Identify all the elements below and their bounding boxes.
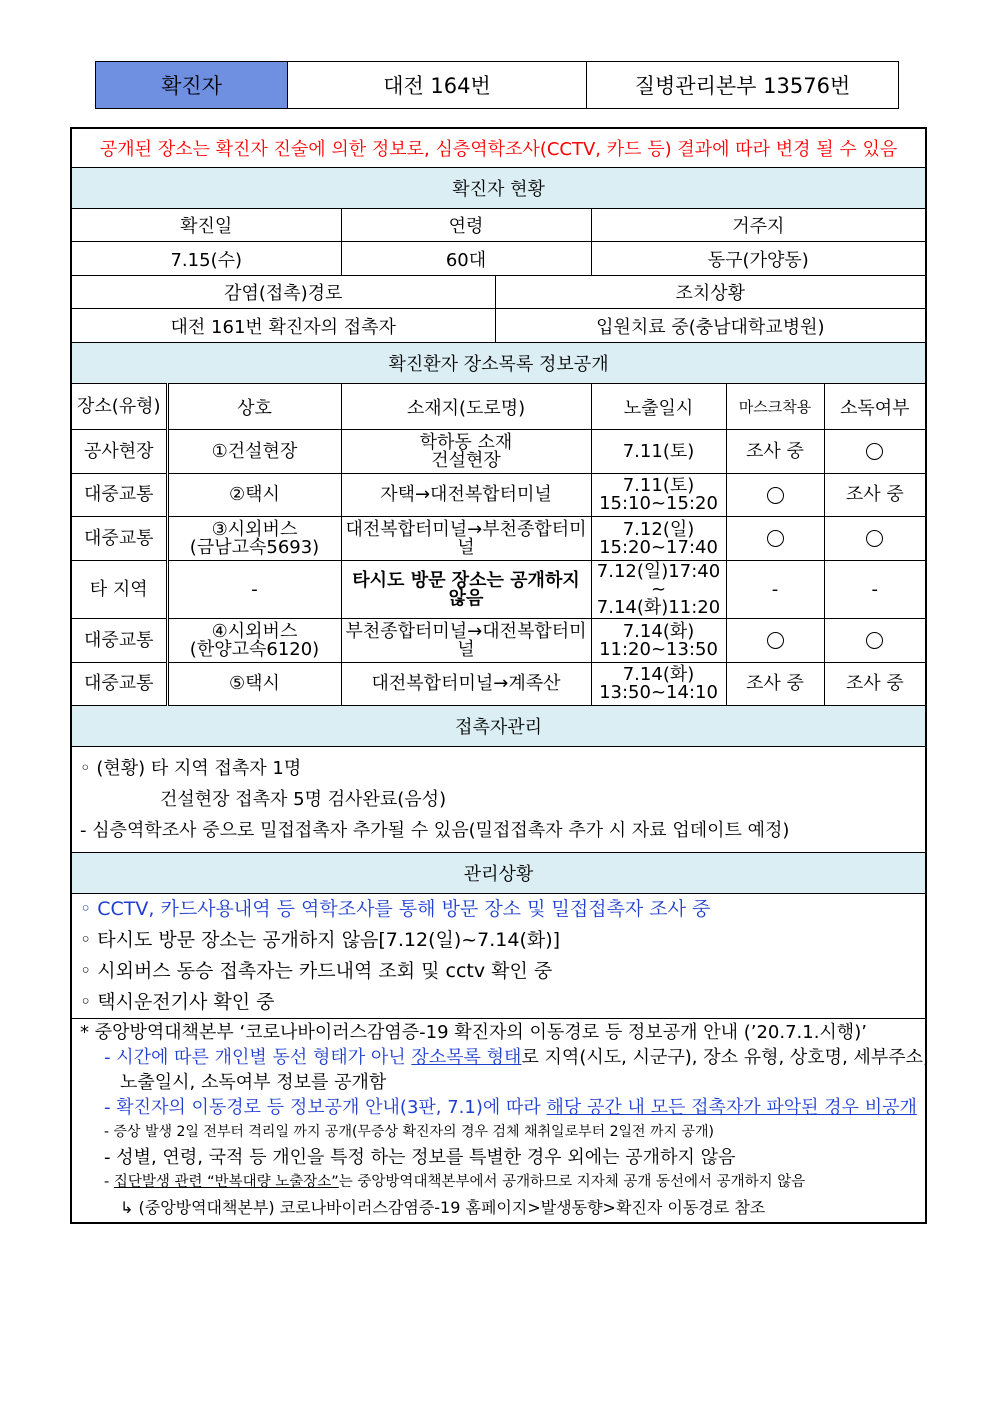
- place-row: [71, 474, 926, 517]
- places-section-title: 확진환자 장소목록 정보공개: [71, 343, 926, 384]
- notes-item-1-continued: 노출일시, 소독여부 정보를 공개함: [120, 1072, 387, 1093]
- mask-worn-circle-icon: [767, 487, 784, 504]
- place-name: [167, 430, 341, 474]
- exposure-time-1: 7.12(일): [622, 518, 695, 540]
- place-name-sub: (금남고속5693): [189, 536, 320, 558]
- case-header-table: [95, 61, 899, 109]
- disinfection-status: [824, 561, 926, 619]
- action-status-value: 입원치료 중(충남대학교병원): [495, 309, 926, 343]
- exposure-time: [591, 517, 726, 561]
- disinfection-status: [824, 619, 926, 663]
- exposure-time: [591, 430, 726, 474]
- place-name-text: ④시외버스: [211, 620, 298, 642]
- place-address-sub: 건설현장: [431, 449, 501, 471]
- notes-item-5-b: 집단발생 관련 “반복대량 노출장소”: [113, 1174, 339, 1190]
- notes-item-6: ↳ (중앙방역대책본부) 코로나바이러스감염증-19 홈페이지>발생동향>확진자 이동경로 참조: [120, 1198, 766, 1217]
- mask-status: [726, 663, 824, 706]
- management-section-title: 관리상황: [71, 853, 926, 894]
- disinfection-status-text: 조사 중: [845, 484, 904, 505]
- place-address-text: 학하동 소재: [419, 431, 513, 453]
- management-item-1: ◦ CCTV, 카드사용내역 등 역학조사를 통해 방문 장소 및 밀접접촉자 조사 중: [80, 898, 711, 920]
- place-address-text: 대전복합터미널→계족산: [371, 673, 561, 694]
- place-type: [71, 430, 167, 474]
- mask-status: [726, 561, 824, 619]
- management-item-2: ◦ 타시도 방문 장소는 공개하지 않음[7.12(일)~7.14(화)]: [80, 929, 561, 951]
- place-type: [71, 619, 167, 663]
- exposure-time-1: 7.14(화): [622, 620, 695, 642]
- place-address-text: 자택→대전복합터미널: [380, 484, 552, 505]
- place-address: [341, 474, 591, 517]
- residence-value: 동구(가양동): [591, 242, 926, 276]
- disclosure-notice: 공개된 장소는 확진자 진술에 의한 정보로, 심층역학조사(CCTV, 카드 등) 결과에 따라 변경 될 수 있음: [71, 128, 926, 168]
- exposure-time-1: 7.11(토): [622, 440, 695, 462]
- place-address: [341, 517, 591, 561]
- place-name-sub: (한양고속6120): [189, 638, 320, 660]
- management-item-3: ◦ 시외버스 동승 접촉자는 카드내역 조회 및 cctv 확인 중: [80, 960, 553, 982]
- place-address-text: 부천종합터미널→대전복합터미널: [345, 620, 587, 660]
- place-name: [167, 619, 341, 663]
- mask-status-text: 조사 중: [746, 673, 804, 694]
- contacts-body: [71, 747, 926, 853]
- confirm-date-value: 7.15(수): [71, 242, 341, 276]
- place-name: [167, 561, 341, 619]
- exposure-time-2: ~: [650, 578, 667, 600]
- notes-item-2: [80, 1095, 917, 1120]
- infection-route-label: 감염(접촉)경로: [71, 276, 495, 309]
- disinfected-circle-icon: [866, 632, 883, 649]
- place-address: [341, 430, 591, 474]
- confirm-date-label: 확진일: [71, 209, 341, 242]
- notes-item-1: [80, 1045, 929, 1070]
- notes-item-2-a: - 확진자의 이동경로 등 정보공개 안내(3판, 7.1)에 따라: [104, 1097, 547, 1118]
- place-type-text: 타 지역: [89, 578, 148, 600]
- status-section-title: 확진자 현황: [71, 168, 926, 209]
- notes-item-1-b: 장소목록 형태: [411, 1047, 522, 1068]
- notes-item-3: - 증상 발생 2일 전부터 격리일 까지 공개(무증상 확진자의 경우 검체 채취일로부터 2일전 까지 공개): [104, 1124, 715, 1140]
- place-row: [71, 619, 926, 663]
- infection-route-value: 대전 161번 확진자의 접촉자: [71, 309, 495, 343]
- disinfected-circle-icon: [866, 530, 883, 547]
- place-name-text: ⑤택시: [229, 673, 280, 694]
- contacts-line-3: - 심층역학조사 중으로 밀접접촉자 추가될 수 있음(밀접접촉자 추가 시 자료 업데이트 예정): [80, 820, 790, 841]
- place-name: [167, 663, 341, 706]
- place-row: [71, 430, 926, 474]
- mask-worn-circle-icon: [767, 632, 784, 649]
- place-type-text: 대중교통: [83, 673, 154, 694]
- col-header-address: 소재지(도로명): [341, 384, 591, 430]
- notes-item-1-c: 로 지역(시도, 시군구), 장소 유형, 상호명, 세부주소,: [521, 1047, 929, 1068]
- place-row: [71, 663, 926, 706]
- place-row: [71, 517, 926, 561]
- exposure-time-2: 13:50~14:10: [599, 682, 718, 703]
- exposure-time-1: 7.11(토): [622, 475, 695, 496]
- col-header-disinfection: 소독여부: [824, 384, 926, 430]
- place-type: [71, 561, 167, 619]
- notes-item-5-a: -: [104, 1174, 114, 1190]
- exposure-time: [591, 561, 726, 619]
- notes-item-2-b: 해당 공간 내 모든 접촉자가 파악된 경우 비공개: [546, 1097, 917, 1118]
- exposure-time-2: 15:20~17:40: [599, 536, 718, 558]
- exposure-time-3: 7.14(화)11:20: [596, 596, 721, 618]
- notes-item-5-c: 는 중앙방역대책본부에서 공개하므로 지자체 공개 동선에서 공개하지 않음: [338, 1174, 806, 1190]
- place-type-text: 공사현장: [83, 440, 154, 462]
- mask-status-text: -: [771, 578, 779, 600]
- exposure-time: [591, 474, 726, 517]
- place-address: [341, 619, 591, 663]
- case-detail-table: [70, 127, 927, 1224]
- mask-status: [726, 430, 824, 474]
- contacts-line-1: ◦ (현황) 타 지역 접촉자 1명: [80, 758, 302, 779]
- national-case-number: 질병관리본부 13576번: [587, 62, 899, 109]
- contacts-line-2: 건설현장 접촉자 5명 검사완료(음성): [160, 789, 447, 810]
- place-address-text: 타시도 방문 장소는 공개하지 않음: [352, 569, 580, 609]
- management-body: [71, 894, 926, 1019]
- disinfection-status-text: 조사 중: [845, 673, 904, 694]
- disinfection-status: [824, 517, 926, 561]
- mask-worn-circle-icon: [767, 530, 784, 547]
- notes-body: [71, 1019, 929, 1224]
- place-type: [71, 663, 167, 706]
- mask-status: [726, 474, 824, 517]
- notes-item-5: [80, 1170, 917, 1195]
- local-case-number: 대전 164번: [288, 62, 587, 109]
- management-item-4: ◦ 택시운전기사 확인 중: [80, 991, 275, 1013]
- place-address: [341, 561, 591, 619]
- place-type-text: 대중교통: [83, 629, 154, 651]
- place-name-text: ③시외버스: [211, 518, 298, 540]
- place-address: [341, 663, 591, 706]
- action-status-label: 조치상황: [495, 276, 926, 309]
- case-label: 확진자: [96, 62, 288, 109]
- place-type: [71, 474, 167, 517]
- exposure-time: [591, 619, 726, 663]
- notes-item-1-a: - 시간에 따른 개인별 동선 형태가 아닌: [104, 1047, 412, 1068]
- place-address-text: 대전복합터미널→부천종합터미널: [345, 518, 587, 558]
- exposure-time-2: 15:10~15:20: [599, 493, 718, 514]
- notes-item-4: - 성별, 연령, 국적 등 개인을 특정 하는 정보를 특별한 경우 외에는 공개하지 않음: [104, 1147, 736, 1168]
- disinfection-status: [824, 474, 926, 517]
- exposure-time: [591, 663, 726, 706]
- disinfection-status: [824, 430, 926, 474]
- place-name: [167, 517, 341, 561]
- age-label: 연령: [341, 209, 591, 242]
- exposure-time-1: 7.14(화): [622, 664, 695, 685]
- residence-label: 거주지: [591, 209, 926, 242]
- place-type-text: 대중교통: [83, 527, 154, 549]
- contacts-section-title: 접촉자관리: [71, 706, 926, 747]
- disinfection-status: [824, 663, 926, 706]
- place-name-text: ②택시: [229, 484, 280, 505]
- age-value: 60대: [341, 242, 591, 276]
- notes-head: * 중앙방역대책본부 ‘코로나바이러스감염증-19 확진자의 이동경로 등 정보공개 안내 (’20.7.1.시행)’: [80, 1022, 867, 1043]
- place-row: [71, 561, 926, 619]
- place-name-text: -: [251, 578, 258, 600]
- disinfection-status-text: -: [871, 578, 879, 600]
- col-header-business-name: 상호: [167, 384, 341, 430]
- col-header-mask: 마스크착용: [726, 384, 824, 430]
- place-type-text: 대중교통: [83, 484, 154, 505]
- exposure-time-2: 11:20~13:50: [599, 638, 718, 660]
- mask-status: [726, 517, 824, 561]
- col-header-exposure-time: 노출일시: [591, 384, 726, 430]
- disinfected-circle-icon: [866, 443, 883, 460]
- exposure-time-1: 7.12(일)17:40: [596, 560, 721, 582]
- place-type: [71, 517, 167, 561]
- col-header-place-type: 장소(유형): [71, 384, 167, 430]
- mask-status-text: 조사 중: [746, 440, 804, 462]
- mask-status: [726, 619, 824, 663]
- place-name: [167, 474, 341, 517]
- place-rows: [71, 430, 926, 706]
- place-name-text: ①건설현장: [211, 440, 298, 462]
